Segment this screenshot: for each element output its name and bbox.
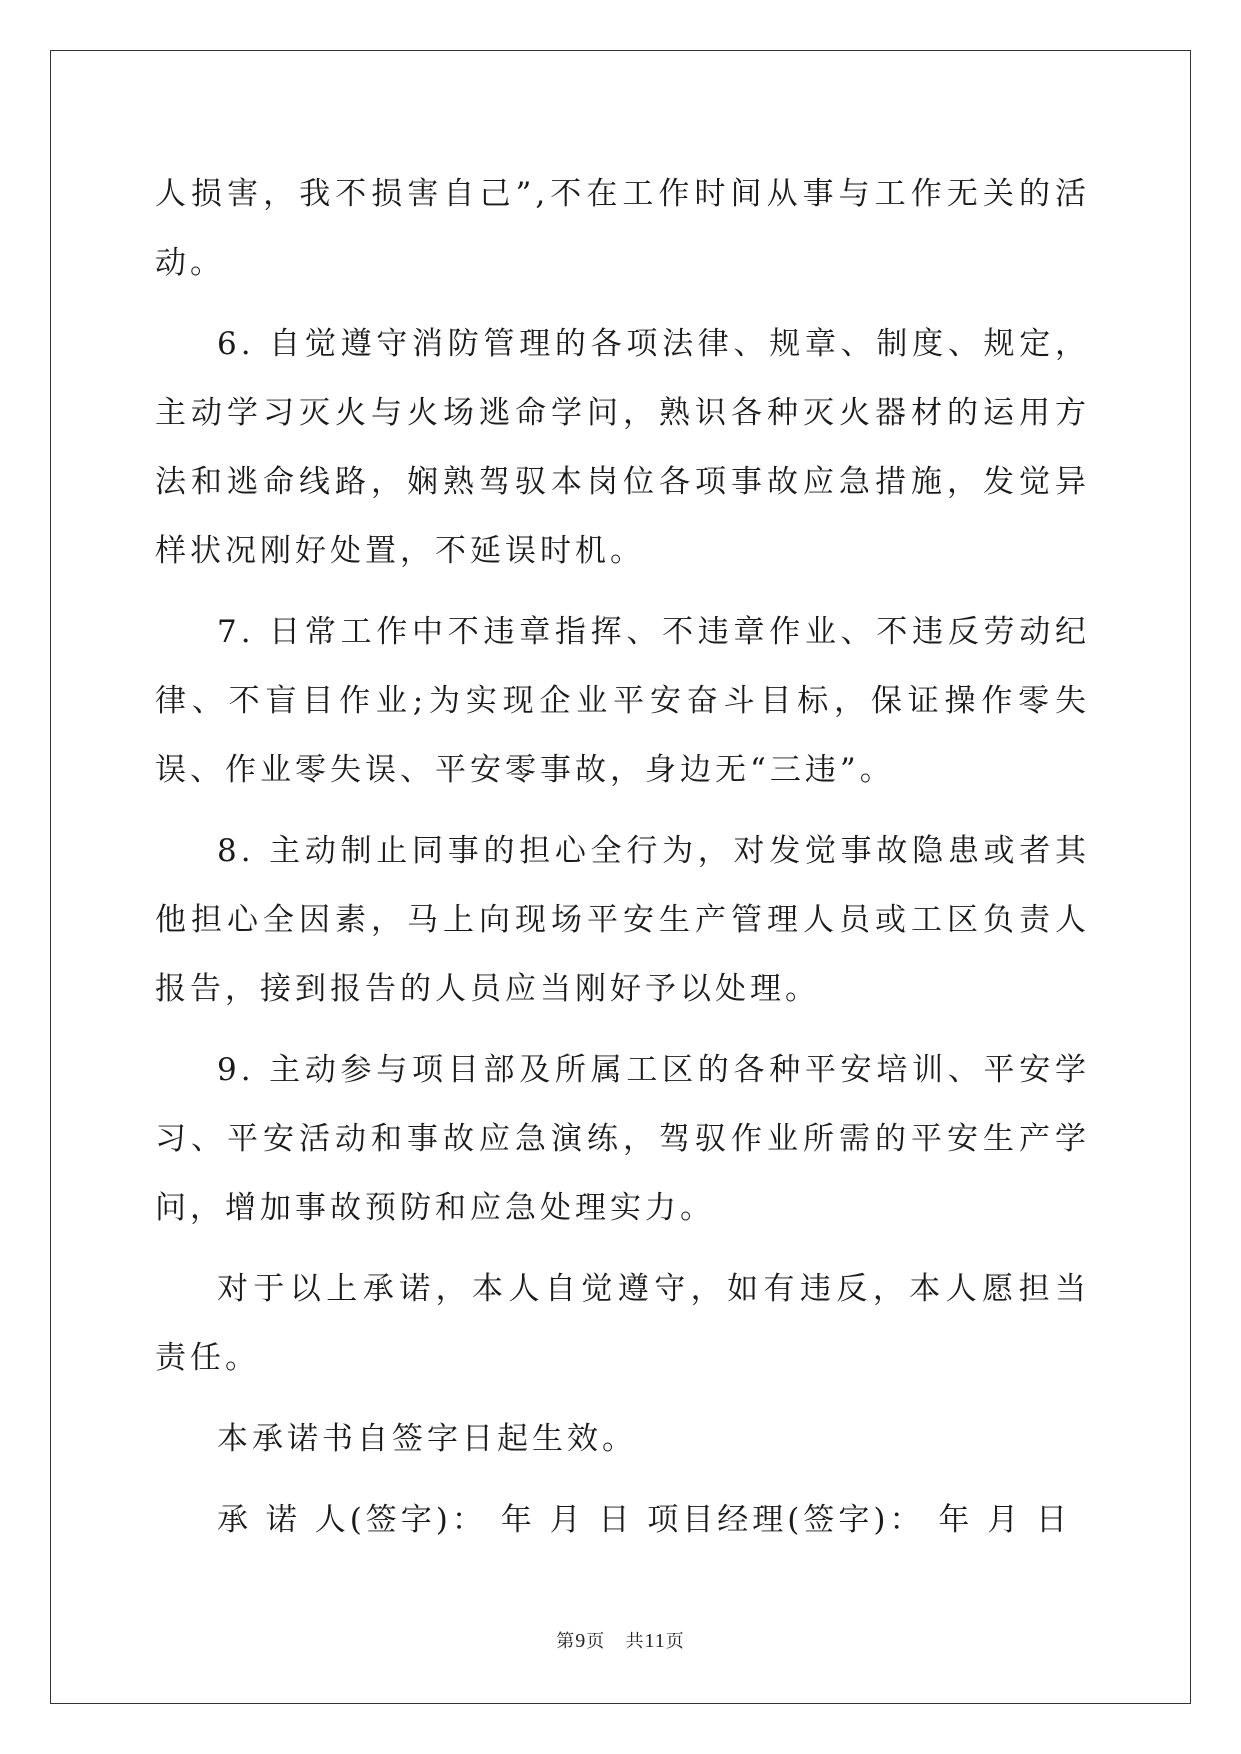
document-body: [155, 160, 1090, 1555]
paragraph-item-7: 7. 日常工作中不违章指挥、不违章作业、不违反劳动纪律、不盲目作业;为实现企业平安奋斗目标，保证操作零失误、作业零失误、平安零事故，身边无“三违”。: [155, 614, 1090, 788]
paragraph-item-8: 8. 主动制止同事的担心全行为，对发觉事故隐患或者其他担心全因素，马上向现场平安生产管理人员或工区负责人报告，接到报告的人员应当刚好予以处理。: [155, 833, 1090, 1007]
paragraph-effective-date: 本承诺书自签字日起生效。: [217, 1421, 637, 1457]
page-footer: [0, 1627, 1241, 1653]
page-unit: 页: [586, 1631, 606, 1652]
paragraph-continuation: 人损害，我不损害自己”,不在工作时间从事与工作无关的活动。: [155, 176, 1090, 281]
total-page-number: 11: [644, 1630, 666, 1652]
paragraph-item-9: 9. 主动参与项目部及所属工区的各种平安培训、平安学习、平安活动和事故应急演练，驾驭作业所需的平安生产学问，增加事故预防和应急处理实力。: [155, 1052, 1090, 1226]
signature-line: 承 诺 人(签字)： 年 月 日 项目经理(签字)： 年 月 日: [217, 1502, 1072, 1538]
page-prefix: 第: [556, 1631, 576, 1652]
total-unit: 页: [665, 1631, 685, 1652]
total-prefix: 共: [625, 1631, 645, 1652]
current-page-number: 9: [575, 1630, 587, 1652]
paragraph-item-6: 6. 自觉遵守消防管理的各项法律、规章、制度、规定，主动学习灭火与火场逃命学问，熟识各种灭火器材的运用方法和逃命线路，娴熟驾驭本岗位各项事故应急措施，发觉异样状况刚好处置，不延误时机。: [155, 326, 1090, 569]
paragraph-commitment-statement: 对于以上承诺，本人自觉遵守，如有违反，本人愿担当责任。: [155, 1271, 1090, 1376]
